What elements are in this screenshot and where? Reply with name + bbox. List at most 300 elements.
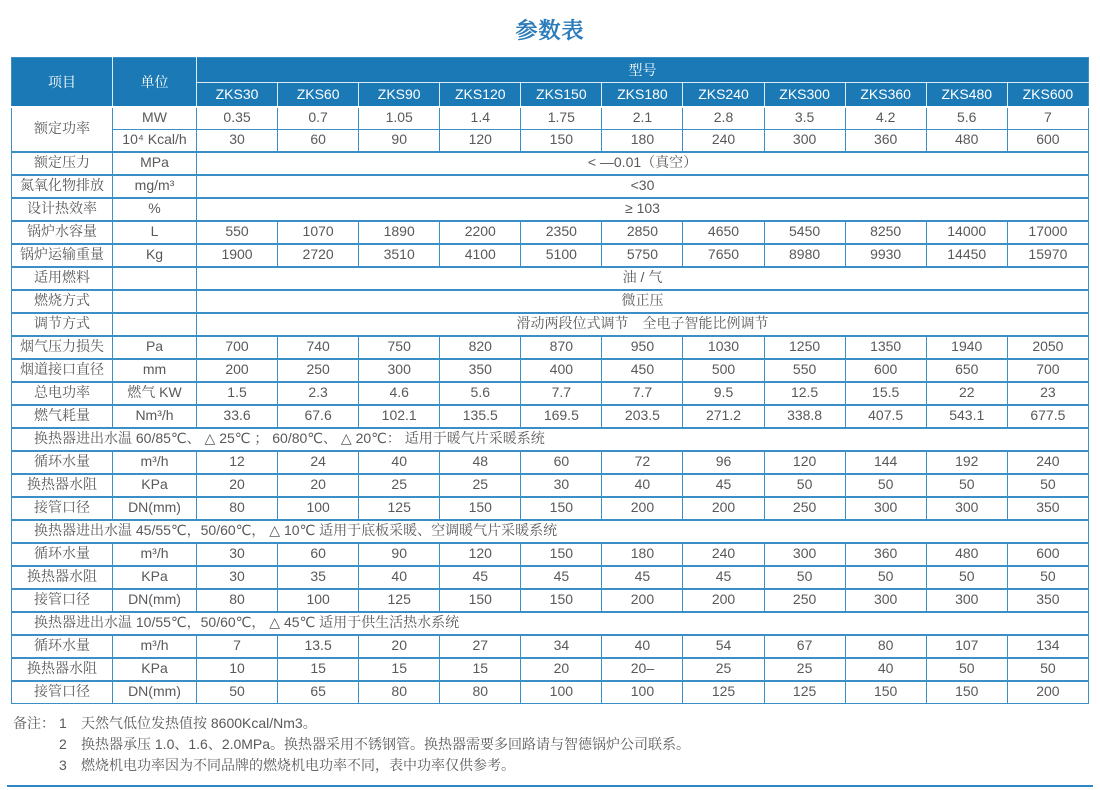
model-header: ZKS480 <box>926 83 1007 107</box>
model-group-header: 型号 <box>197 58 1089 83</box>
value-cell: 45 <box>602 566 683 589</box>
value-cell: 40 <box>845 658 926 681</box>
value-cell: 350 <box>1007 497 1088 520</box>
value-cell: 1.05 <box>359 107 440 130</box>
value-cell: 200 <box>197 359 278 382</box>
value-cell: 150 <box>926 681 1007 704</box>
value-cell: 27 <box>440 635 521 658</box>
value-cell: 40 <box>602 635 683 658</box>
value-cell: 50 <box>926 474 1007 497</box>
span-value-cell: ≥ 103 <box>197 198 1089 221</box>
value-cell: 30 <box>197 129 278 152</box>
value-cell: 2720 <box>278 244 359 267</box>
row-label: 烟道接口直径 <box>12 359 113 382</box>
note-item <box>11 713 1089 734</box>
section-row <box>12 612 1089 635</box>
value-cell: 300 <box>845 497 926 520</box>
notes <box>11 713 1089 776</box>
value-cell: 5450 <box>764 221 845 244</box>
value-cell: 700 <box>197 336 278 359</box>
span-value-cell: <30 <box>197 175 1089 198</box>
row-label: 锅炉运输重量 <box>12 244 113 267</box>
value-cell: 150 <box>521 129 602 152</box>
value-cell: 24 <box>278 451 359 474</box>
value-cell: 1070 <box>278 221 359 244</box>
value-cell: 820 <box>440 336 521 359</box>
value-cell: 40 <box>359 451 440 474</box>
value-cell: 50 <box>1007 474 1088 497</box>
value-cell: 144 <box>845 451 926 474</box>
value-cell: 15 <box>440 658 521 681</box>
value-cell: 169.5 <box>521 405 602 428</box>
model-header: ZKS300 <box>764 83 845 107</box>
value-cell: 9.5 <box>683 382 764 405</box>
table-row <box>12 474 1089 497</box>
section-header: 换热器进出水温 10/55℃，50/60℃， △ 45℃ 适用于供生活热水系统 <box>12 612 1089 635</box>
value-cell: 480 <box>926 129 1007 152</box>
value-cell: 50 <box>764 474 845 497</box>
value-cell: 7.7 <box>602 382 683 405</box>
value-cell: 30 <box>197 566 278 589</box>
value-cell: 5100 <box>521 244 602 267</box>
value-cell: 200 <box>602 497 683 520</box>
value-cell: 80 <box>845 635 926 658</box>
value-cell: 80 <box>197 589 278 612</box>
table-row <box>12 336 1089 359</box>
row-unit: m³/h <box>113 451 197 474</box>
value-cell: 125 <box>764 681 845 704</box>
value-cell: 60 <box>278 129 359 152</box>
value-cell: 7 <box>197 635 278 658</box>
value-cell: 90 <box>359 129 440 152</box>
section-row <box>12 428 1089 451</box>
value-cell: 407.5 <box>845 405 926 428</box>
value-cell: 4.2 <box>845 107 926 130</box>
table-row <box>12 566 1089 589</box>
row-label: 换热器水阻 <box>12 474 113 497</box>
table-row <box>12 635 1089 658</box>
value-cell: 300 <box>926 589 1007 612</box>
value-cell: 250 <box>764 589 845 612</box>
value-cell: 1030 <box>683 336 764 359</box>
corner-header-unit: 单位 <box>113 58 197 107</box>
value-cell: 300 <box>926 497 1007 520</box>
value-cell: 338.8 <box>764 405 845 428</box>
value-cell: 13.5 <box>278 635 359 658</box>
table-row <box>12 244 1089 267</box>
value-cell: 72 <box>602 451 683 474</box>
value-cell: 180 <box>602 129 683 152</box>
row-label: 循环水量 <box>12 543 113 566</box>
value-cell: 90 <box>359 543 440 566</box>
section-header: 换热器进出水温 60/85℃、 △ 25℃ ； 60/80℃、 △ 20℃： 适用于暖气片采暖系统 <box>12 428 1089 451</box>
value-cell: 250 <box>278 359 359 382</box>
table-row <box>12 107 1089 130</box>
model-header: ZKS60 <box>278 83 359 107</box>
table-row <box>12 175 1089 198</box>
value-cell: 100 <box>278 497 359 520</box>
table-row <box>12 152 1089 175</box>
value-cell: 550 <box>764 359 845 382</box>
row-unit: MW <box>113 107 197 130</box>
value-cell: 80 <box>359 681 440 704</box>
table-row <box>12 290 1089 313</box>
value-cell: 120 <box>764 451 845 474</box>
value-cell: 0.35 <box>197 107 278 130</box>
value-cell: 35 <box>278 566 359 589</box>
value-cell: 50 <box>845 566 926 589</box>
value-cell: 80 <box>197 497 278 520</box>
value-cell: 14000 <box>926 221 1007 244</box>
model-header: ZKS360 <box>845 83 926 107</box>
value-cell: 15 <box>278 658 359 681</box>
value-cell: 125 <box>359 589 440 612</box>
value-cell: 600 <box>1007 129 1088 152</box>
note-item <box>11 734 1089 755</box>
value-cell: 300 <box>845 589 926 612</box>
value-cell: 150 <box>440 589 521 612</box>
row-unit: MPa <box>113 152 197 175</box>
value-cell: 1900 <box>197 244 278 267</box>
row-unit: m³/h <box>113 635 197 658</box>
value-cell: 45 <box>683 474 764 497</box>
value-cell: 23 <box>1007 382 1088 405</box>
value-cell: 180 <box>602 543 683 566</box>
value-cell: 15 <box>359 658 440 681</box>
value-cell: 20 <box>521 658 602 681</box>
note-item <box>11 755 1089 776</box>
row-label: 燃气耗量 <box>12 405 113 428</box>
row-label: 额定压力 <box>12 152 113 175</box>
value-cell: 2350 <box>521 221 602 244</box>
value-cell: 1940 <box>926 336 1007 359</box>
value-cell: 134 <box>1007 635 1088 658</box>
value-cell: 17000 <box>1007 221 1088 244</box>
row-unit: KPa <box>113 658 197 681</box>
row-unit: m³/h <box>113 543 197 566</box>
table-row <box>12 313 1089 336</box>
value-cell: 60 <box>278 543 359 566</box>
value-cell: 120 <box>440 129 521 152</box>
model-header: ZKS180 <box>602 83 683 107</box>
model-header: ZKS30 <box>197 83 278 107</box>
value-cell: 150 <box>521 543 602 566</box>
value-cell: 700 <box>1007 359 1088 382</box>
row-unit: DN(mm) <box>113 589 197 612</box>
value-cell: 300 <box>764 543 845 566</box>
span-value-cell: 微正压 <box>197 290 1089 313</box>
value-cell: 2.1 <box>602 107 683 130</box>
value-cell: 2.8 <box>683 107 764 130</box>
value-cell: 48 <box>440 451 521 474</box>
span-value-cell: < —0.01（真空） <box>197 152 1089 175</box>
value-cell: 22 <box>926 382 1007 405</box>
value-cell: 240 <box>1007 451 1088 474</box>
table-row <box>12 359 1089 382</box>
value-cell: 150 <box>521 589 602 612</box>
value-cell: 150 <box>521 497 602 520</box>
value-cell: 550 <box>197 221 278 244</box>
row-unit: L <box>113 221 197 244</box>
row-label: 调节方式 <box>12 313 113 336</box>
value-cell: 33.6 <box>197 405 278 428</box>
value-cell: 7650 <box>683 244 764 267</box>
value-cell: 200 <box>1007 681 1088 704</box>
note-text: 燃烧机电功率因为不同品牌的燃烧机电功率不同，表中功率仅供参考。 <box>81 756 515 773</box>
value-cell: 1.4 <box>440 107 521 130</box>
value-cell: 96 <box>683 451 764 474</box>
value-cell: 50 <box>845 474 926 497</box>
value-cell: 1.75 <box>521 107 602 130</box>
value-cell: 100 <box>278 589 359 612</box>
value-cell: 360 <box>845 129 926 152</box>
row-unit: 燃气 KW <box>113 382 197 405</box>
value-cell: 5.6 <box>440 382 521 405</box>
value-cell: 65 <box>278 681 359 704</box>
row-label: 设计热效率 <box>12 198 113 221</box>
bottom-rule <box>7 785 1093 787</box>
value-cell: 50 <box>764 566 845 589</box>
value-cell: 480 <box>926 543 1007 566</box>
value-cell: 4650 <box>683 221 764 244</box>
value-cell: 250 <box>764 497 845 520</box>
table-row <box>12 658 1089 681</box>
value-cell: 100 <box>602 681 683 704</box>
value-cell: 40 <box>602 474 683 497</box>
row-label: 锅炉水容量 <box>12 221 113 244</box>
row-label: 总电功率 <box>12 382 113 405</box>
value-cell: 10 <box>197 658 278 681</box>
value-cell: 80 <box>440 681 521 704</box>
value-cell: 400 <box>521 359 602 382</box>
value-cell: 30 <box>521 474 602 497</box>
value-cell: 300 <box>764 129 845 152</box>
value-cell: 200 <box>683 589 764 612</box>
value-cell: 200 <box>602 589 683 612</box>
value-cell: 500 <box>683 359 764 382</box>
value-cell: 5.6 <box>926 107 1007 130</box>
note-text: 换热器承压 1.0、1.6、2.0MPa。换热器采用不锈钢管。换热器需要多回路请与智德锅炉公司联系。 <box>81 735 691 752</box>
row-unit: 10⁴ Kcal/h <box>113 129 197 152</box>
value-cell: 30 <box>197 543 278 566</box>
value-cell: 8980 <box>764 244 845 267</box>
value-cell: 25 <box>683 658 764 681</box>
corner-header-item: 项目 <box>12 58 113 107</box>
row-label: 接管口径 <box>12 497 113 520</box>
table-row <box>12 267 1089 290</box>
section-header: 换热器进出水温 45/55℃，50/60℃， △ 10℃ 适用于底板采暖、空调暖气片采暖系统 <box>12 520 1089 543</box>
value-cell: 3510 <box>359 244 440 267</box>
table-row <box>12 451 1089 474</box>
value-cell: 45 <box>683 566 764 589</box>
value-cell: 150 <box>845 681 926 704</box>
value-cell: 20– <box>602 658 683 681</box>
value-cell: 50 <box>926 566 1007 589</box>
value-cell: 25 <box>440 474 521 497</box>
value-cell: 4100 <box>440 244 521 267</box>
value-cell: 360 <box>845 543 926 566</box>
table-row <box>12 681 1089 704</box>
note-text: 天然气低位发热值按 8600Kcal/Nm3。 <box>81 714 317 731</box>
table-row <box>12 221 1089 244</box>
value-cell: 54 <box>683 635 764 658</box>
value-cell: 7 <box>1007 107 1088 130</box>
notes-label-spacer <box>11 755 59 776</box>
value-cell: 45 <box>521 566 602 589</box>
table-row <box>12 589 1089 612</box>
value-cell: 2050 <box>1007 336 1088 359</box>
table-body <box>12 107 1089 704</box>
value-cell: 40 <box>359 566 440 589</box>
note-number: 3 <box>59 756 67 773</box>
value-cell: 107 <box>926 635 1007 658</box>
value-cell: 300 <box>359 359 440 382</box>
row-unit <box>113 267 197 290</box>
row-label: 接管口径 <box>12 589 113 612</box>
value-cell: 240 <box>683 543 764 566</box>
row-unit <box>113 290 197 313</box>
value-cell: 543.1 <box>926 405 1007 428</box>
value-cell: 8250 <box>845 221 926 244</box>
row-label: 燃烧方式 <box>12 290 113 313</box>
table-row <box>12 405 1089 428</box>
value-cell: 120 <box>440 543 521 566</box>
model-header: ZKS240 <box>683 83 764 107</box>
row-unit: KPa <box>113 474 197 497</box>
value-cell: 20 <box>278 474 359 497</box>
value-cell: 600 <box>845 359 926 382</box>
value-cell: 50 <box>926 658 1007 681</box>
row-label: 额定功率 <box>12 107 113 152</box>
value-cell: 1890 <box>359 221 440 244</box>
page-title: 参数表 <box>515 18 585 43</box>
value-cell: 870 <box>521 336 602 359</box>
value-cell: 45 <box>440 566 521 589</box>
value-cell: 14450 <box>926 244 1007 267</box>
row-label: 适用燃料 <box>12 267 113 290</box>
value-cell: 2.3 <box>278 382 359 405</box>
value-cell: 3.5 <box>764 107 845 130</box>
row-unit: DN(mm) <box>113 497 197 520</box>
params-table <box>11 57 1089 704</box>
value-cell: 15970 <box>1007 244 1088 267</box>
notes-label: 备注： <box>13 714 55 731</box>
value-cell: 34 <box>521 635 602 658</box>
value-cell: 135.5 <box>440 405 521 428</box>
value-cell: 271.2 <box>683 405 764 428</box>
value-cell: 7.7 <box>521 382 602 405</box>
table-row <box>12 497 1089 520</box>
value-cell: 350 <box>1007 589 1088 612</box>
value-cell: 125 <box>359 497 440 520</box>
row-label: 循环水量 <box>12 635 113 658</box>
row-unit <box>113 313 197 336</box>
value-cell: 102.1 <box>359 405 440 428</box>
value-cell: 20 <box>197 474 278 497</box>
value-cell: 125 <box>683 681 764 704</box>
header-row-group <box>12 58 1089 83</box>
value-cell: 1250 <box>764 336 845 359</box>
model-header: ZKS600 <box>1007 83 1088 107</box>
notes-label-spacer <box>11 734 59 755</box>
row-label: 换热器水阻 <box>12 658 113 681</box>
row-unit: Pa <box>113 336 197 359</box>
section-row <box>12 520 1089 543</box>
value-cell: 2200 <box>440 221 521 244</box>
value-cell: 50 <box>1007 566 1088 589</box>
value-cell: 350 <box>440 359 521 382</box>
table-row <box>12 382 1089 405</box>
row-unit: mm <box>113 359 197 382</box>
row-label: 氮氧化物排放 <box>12 175 113 198</box>
value-cell: 12 <box>197 451 278 474</box>
row-label: 循环水量 <box>12 451 113 474</box>
row-label: 烟气压力损失 <box>12 336 113 359</box>
table-row <box>12 543 1089 566</box>
table-header <box>12 58 1089 107</box>
row-unit: KPa <box>113 566 197 589</box>
value-cell: 50 <box>197 681 278 704</box>
value-cell: 100 <box>521 681 602 704</box>
value-cell: 750 <box>359 336 440 359</box>
value-cell: 25 <box>764 658 845 681</box>
row-unit: DN(mm) <box>113 681 197 704</box>
value-cell: 67.6 <box>278 405 359 428</box>
value-cell: 1.5 <box>197 382 278 405</box>
model-header: ZKS120 <box>440 83 521 107</box>
value-cell: 50 <box>1007 658 1088 681</box>
value-cell: 67 <box>764 635 845 658</box>
value-cell: 15.5 <box>845 382 926 405</box>
row-unit: % <box>113 198 197 221</box>
value-cell: 950 <box>602 336 683 359</box>
value-cell: 1350 <box>845 336 926 359</box>
value-cell: 600 <box>1007 543 1088 566</box>
value-cell: 60 <box>521 451 602 474</box>
span-value-cell: 滑动两段位式调节 全电子智能比例调节 <box>197 313 1089 336</box>
value-cell: 450 <box>602 359 683 382</box>
span-value-cell: 油 / 气 <box>197 267 1089 290</box>
value-cell: 650 <box>926 359 1007 382</box>
note-number: 2 <box>59 735 67 752</box>
value-cell: 4.6 <box>359 382 440 405</box>
model-header: ZKS150 <box>521 83 602 107</box>
value-cell: 240 <box>683 129 764 152</box>
table-row <box>12 198 1089 221</box>
value-cell: 200 <box>683 497 764 520</box>
value-cell: 203.5 <box>602 405 683 428</box>
value-cell: 25 <box>359 474 440 497</box>
row-unit: Nm³/h <box>113 405 197 428</box>
value-cell: 20 <box>359 635 440 658</box>
table-row <box>12 129 1089 152</box>
value-cell: 9930 <box>845 244 926 267</box>
row-unit: Kg <box>113 244 197 267</box>
value-cell: 12.5 <box>764 382 845 405</box>
row-label: 换热器水阻 <box>12 566 113 589</box>
value-cell: 192 <box>926 451 1007 474</box>
model-header: ZKS90 <box>359 83 440 107</box>
value-cell: 5750 <box>602 244 683 267</box>
value-cell: 740 <box>278 336 359 359</box>
row-label: 接管口径 <box>12 681 113 704</box>
value-cell: 677.5 <box>1007 405 1088 428</box>
row-unit: mg/m³ <box>113 175 197 198</box>
value-cell: 2850 <box>602 221 683 244</box>
value-cell: 0.7 <box>278 107 359 130</box>
note-number: 1 <box>59 714 67 731</box>
value-cell: 150 <box>440 497 521 520</box>
